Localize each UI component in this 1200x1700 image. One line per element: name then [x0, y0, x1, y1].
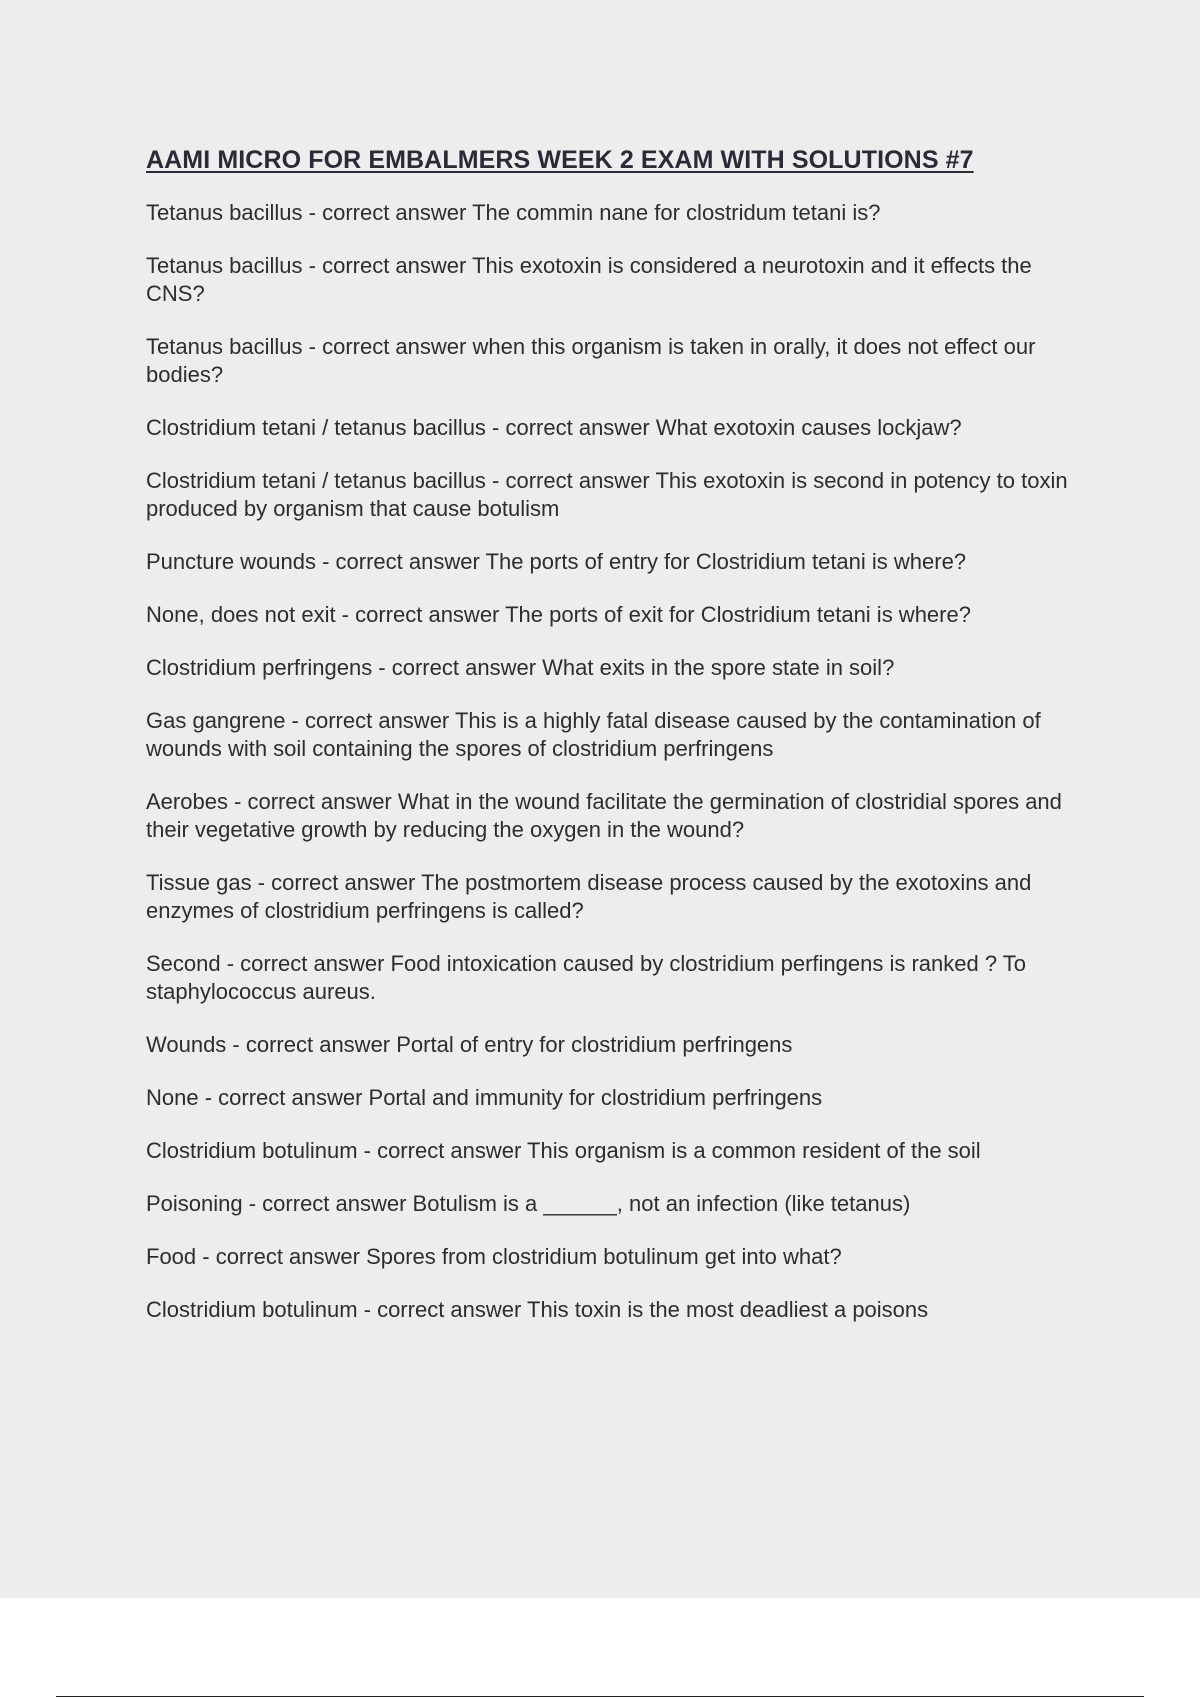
- qa-item: Food - correct answer Spores from clostridium botulinum get into what?: [146, 1244, 842, 1269]
- qa-item: Tetanus bacillus - correct answer when this organism is taken in orally, it does not effect our bodies?: [146, 334, 1036, 387]
- qa-item: Clostridium tetani / tetanus bacillus - correct answer What exotoxin causes lockjaw?: [146, 415, 962, 440]
- qa-item: Clostridium tetani / tetanus bacillus - correct answer This exotoxin is second in potency to toxin produced by organism that cause botulism: [146, 468, 1068, 521]
- qa-item: Wounds - correct answer Portal of entry for clostridium perfringens: [146, 1032, 793, 1057]
- qa-item: None, does not exit - correct answer The ports of exit for Clostridium tetani is where?: [146, 602, 971, 627]
- qa-item: Second - correct answer Food intoxication caused by clostridium perfingens is ranked ? To staphylococcus aureus.: [146, 951, 1027, 1004]
- qa-item: Puncture wounds - correct answer The ports of entry for Clostridium tetani is where?: [146, 549, 967, 574]
- qa-item: Gas gangrene - correct answer This is a highly fatal disease caused by the contamination of wounds with soil containing the spores of clostridium perfringens: [146, 708, 1041, 761]
- qa-item: Clostridium botulinum - correct answer This organism is a common resident of the soil: [146, 1138, 981, 1163]
- document-title: AAMI MICRO FOR EMBALMERS WEEK 2 EXAM WITH SOLUTIONS #7: [146, 146, 974, 174]
- qa-item: Tetanus bacillus - correct answer The commin nane for clostridum tetani is?: [146, 200, 881, 225]
- qa-item: Clostridium botulinum - correct answer This toxin is the most deadliest a poisons: [146, 1297, 929, 1322]
- qa-item: Poisoning - correct answer Botulism is a ______, not an infection (like tetanus): [146, 1191, 911, 1216]
- document-content: [146, 146, 1096, 1349]
- qa-item: Clostridium perfringens - correct answer What exits in the spore state in soil?: [146, 655, 895, 680]
- qa-item: Tetanus bacillus - correct answer This exotoxin is considered a neurotoxin and it effects the CNS?: [146, 253, 1032, 306]
- qa-item: Tissue gas - correct answer The postmortem disease process caused by the exotoxins and enzymes of clostridium perfringens is called?: [146, 870, 1032, 923]
- qa-item: Aerobes - correct answer What in the wound facilitate the germination of clostridial spores and their vegetative growth by reducing the oxygen in the wound?: [146, 789, 1062, 842]
- qa-item: None - correct answer Portal and immunity for clostridium perfringens: [146, 1085, 823, 1110]
- page-divider: [56, 1696, 1144, 1697]
